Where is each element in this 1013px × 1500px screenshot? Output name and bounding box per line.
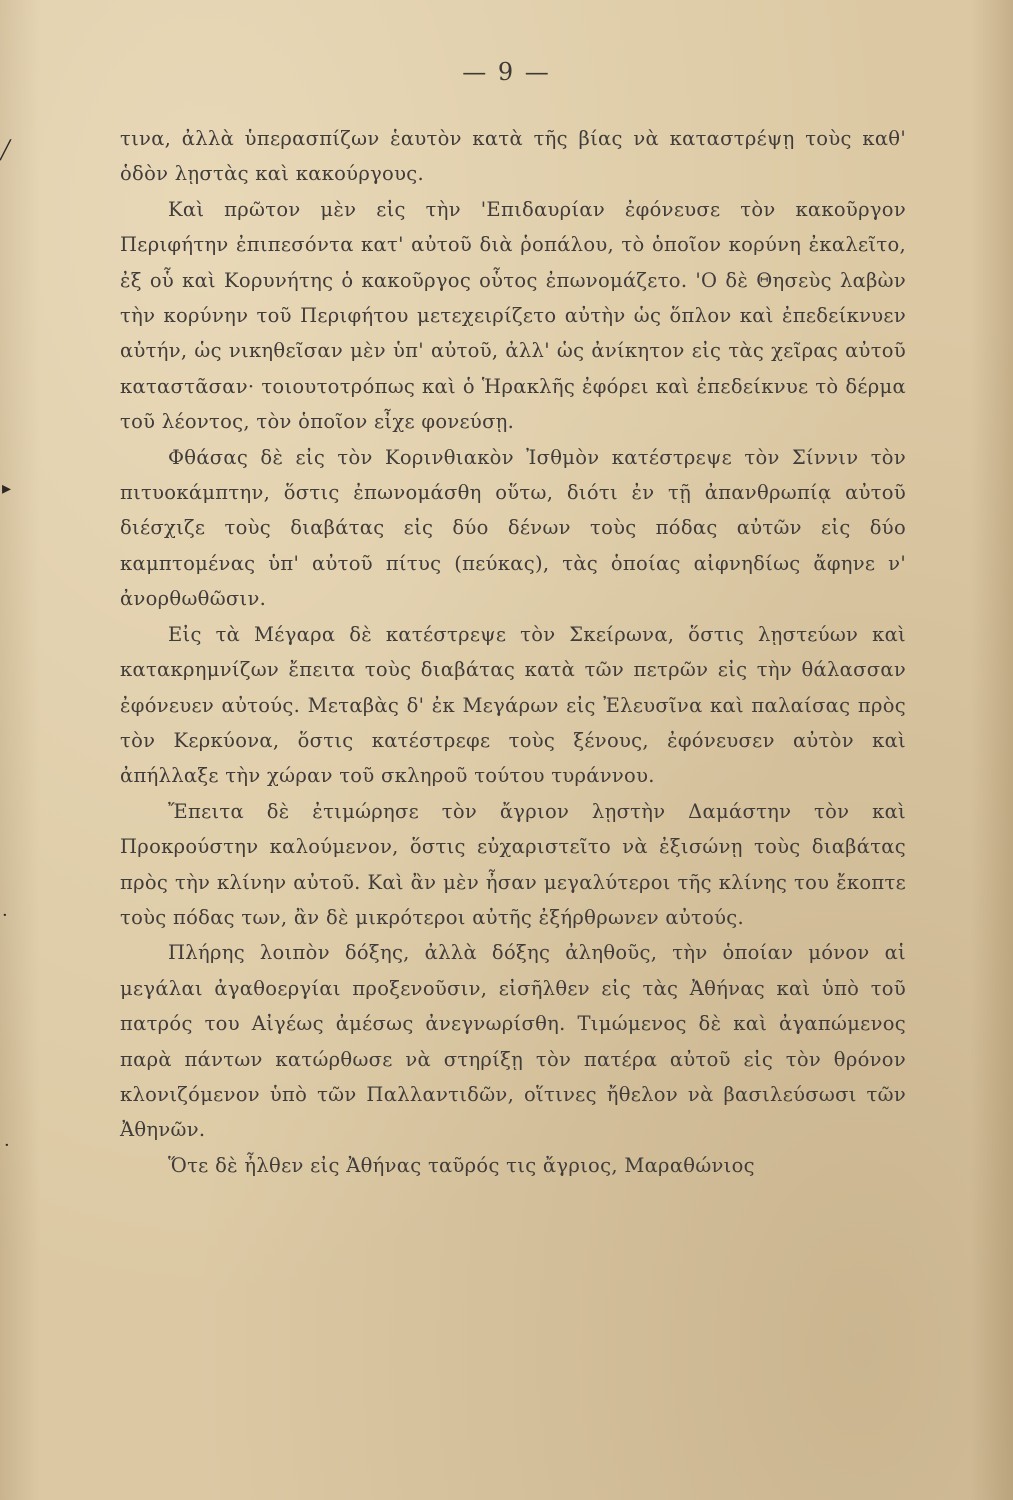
- page-number: — 9 —: [462, 58, 551, 86]
- paragraph: τινα, ἀλλὰ ὑπερασπίζων ἑαυτὸν κατὰ τῆς βίας νὰ καταστρέψῃ τοὺς καθ' ὁδὸν λῃστὰς καὶ κακούργους.: [120, 127, 906, 186]
- margin-tick-mark: ╱: [0, 140, 11, 161]
- paragraph: Ἔπειτα δὲ ἐτιμώρησε τὸν ἄγριον λῃστὴν Δαμάστην τὸν καὶ Προκρούστην καλούμενον, ὅστις εὐχαριστεῖτο νὰ ἐξισώνῃ τοὺς διαβάτας πρὸς τὴν κλίνην αὐτοῦ. Καὶ ἂν μὲν ἦσαν μεγαλύτεροι τῆς κλίνης του ἔκοπτε τοὺς πόδας των, ἂν δὲ μικρότεροι αὐτῆς ἐξήρθρωνεν αὐτούς.: [120, 799, 906, 929]
- paragraph: Ὅτε δὲ ἦλθεν εἰς Ἀθήνας ταῦρός τις ἄγριος, Μαραθώνιος: [168, 1153, 755, 1177]
- paragraph: Καὶ πρῶτον μὲν εἰς τὴν 'Επιδαυρίαν ἐφόνευσε τὸν κακοῦργον Περιφήτην ἐπιπεσόντα κατ' αὐτοῦ διὰ ῥοπάλου, τὸ ὁποῖον κορύνη ἐκαλεῖτο, ἐξ οὗ καὶ Κορυνήτης ὁ κακοῦργος οὗτος ἐπωνομάζετο. 'Ο δὲ Θησεὺς λαβὼν τὴν κορύνην τοῦ Περιφήτου μετεχειρίζετο αὐτὴν ὡς ὅπλον καὶ ἐπεδείκνυεν αὐτήν, ὡς νικηθεῖσαν μὲν ὑπ' αὐτοῦ, ἀλλ' ὡς ἀνίκητον εἰς τὰς χεῖρας αὐτοῦ καταστᾶσαν· τοιουτοτρόπως καὶ ὁ Ἡρακλῆς ἐφόρει καὶ ἐπεδείκνυε τὸ δέρμα τοῦ λέοντος, τὸν ὁποῖον εἶχε φονεύσῃ.: [120, 197, 906, 434]
- margin-tick-mark: ▸: [2, 478, 12, 499]
- paragraph: Εἰς τὰ Μέγαρα δὲ κατέστρεψε τὸν Σκείρωνα, ὅστις λῃστεύων καὶ κατακρημνίζων ἔπειτα τοὺς διαβάτας κατὰ τῶν πετρῶν εἰς τὴν θάλασσαν ἐφόνευεν αὐτούς. Μεταβὰς δ' ἐκ Μεγάρων εἰς Ἐλευσῖνα καὶ παλαίσας πρὸς τὸν Κερκύονα, ὅστις κατέστρεφε τοὺς ξένους, ἐφόνευσεν αὐτὸν καὶ ἀπήλλαξε τὴν χώραν τοῦ σκληροῦ τούτου τυράννου.: [120, 622, 906, 788]
- body-text: [120, 121, 906, 1183]
- margin-tick-mark: ·: [4, 1135, 10, 1156]
- paragraph: Φθάσας δὲ εἰς τὸν Κορινθιακὸν Ἰσθμὸν κατέστρεψε τὸν Σίννιν τὸν πιτυοκάμπτην, ὅστις ἐπωνομάσθη οὕτω, διότι ἐν τῇ ἀπανθρωπίᾳ αὐτοῦ διέσχιζε τοὺς διαβάτας εἰς δύο δένων τοὺς πόδας αὐτῶν εἰς δύο καμπτομένας ὑπ' αὐτοῦ πίτυς (πεύκας), τὰς ὁποίας αἰφνηδίως ἄφηνε ν' ἀνορθωθῶσιν.: [120, 445, 906, 611]
- margin-tick-mark: ·: [2, 905, 8, 926]
- paragraph: Πλήρης λοιπὸν δόξης, ἀλλὰ δόξης ἀληθοῦς, τὴν ὁποίαν μόνον αἱ μεγάλαι ἀγαθοεργίαι προξενοῦσιν, εἰσῆλθεν εἰς τὰς Ἀθήνας καὶ ὑπὸ τοῦ πατρός του Αἰγέως ἀμέσως ἀνεγνωρίσθη. Τιμώμενος δὲ καὶ ἀγαπώμενος παρὰ πάντων κατώρθωσε νὰ στηρίξῃ τὸν πατέρα αὐτοῦ εἰς τὸν θρόνον κλονιζόμενον ὑπὸ τῶν Παλλαντιδῶν, οἵτινες ἤθελον νὰ βασιλεύσωσι τῶν Ἀθηνῶν.: [120, 941, 906, 1142]
